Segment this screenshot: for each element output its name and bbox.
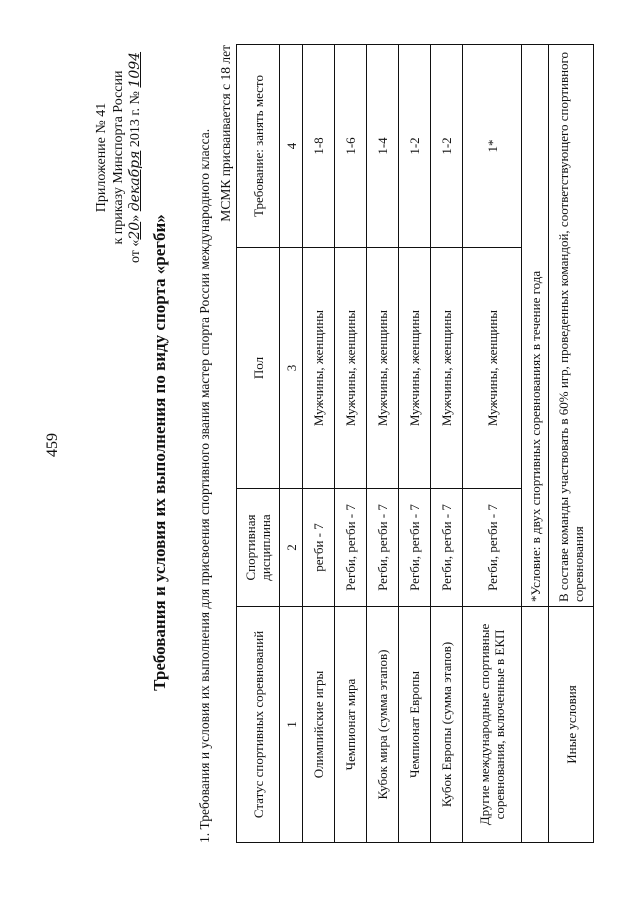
- header-place: Требование: занять место: [237, 45, 280, 248]
- discipline-cell: Регби, регби - 7: [399, 489, 431, 607]
- condition-row: [522, 45, 549, 843]
- place-cell: 1*: [463, 45, 522, 248]
- discipline-cell: регби - 7: [303, 489, 335, 607]
- column-number: 2: [280, 489, 303, 607]
- status-cell: Чемпионат Европы: [399, 607, 431, 843]
- header-discipline: Спортивная дисциплина: [237, 489, 280, 607]
- sex-cell: Мужчины, женщины: [399, 248, 431, 489]
- table-row: [399, 45, 431, 843]
- empty-cell: [522, 607, 549, 843]
- place-cell: 1-4: [367, 45, 399, 248]
- table-header-row: [237, 45, 280, 843]
- requirements-table: [236, 44, 594, 843]
- handwritten-day: 20: [127, 221, 143, 240]
- column-number: 4: [280, 45, 303, 248]
- handwritten-order-number: 1094: [127, 51, 143, 88]
- page-number: 459: [44, 433, 61, 457]
- appendix-block: [93, 50, 144, 265]
- age-note: МСМК присваивается с 18 лет: [218, 45, 233, 222]
- status-cell: Чемпионат мира: [335, 607, 367, 843]
- status-cell: Олимпийские игры: [303, 607, 335, 843]
- discipline-cell: Регби, регби - 7: [335, 489, 367, 607]
- discipline-cell: Регби, регби - 7: [431, 489, 463, 607]
- appendix-order-ref: к приказу Минспорта России: [111, 70, 126, 245]
- document-title: Требования и условия их выполнения по виду спорта «регби»: [150, 214, 169, 691]
- other-conditions-row: [549, 45, 594, 843]
- date-prefix: от «: [128, 239, 143, 264]
- handwritten-month: декабря: [127, 150, 143, 212]
- other-conditions-label: Иные условия: [549, 607, 594, 843]
- status-cell: Другие международные спортивные соревнования, включенные в ЕКП: [463, 607, 522, 843]
- column-number-row: [280, 45, 303, 843]
- other-conditions-text: В составе команды участвовать в 60% игр, проведенных командой, соответствующего спортивного соревнования: [549, 45, 594, 607]
- discipline-cell: Регби, регби - 7: [367, 489, 399, 607]
- place-cell: 1-6: [335, 45, 367, 248]
- condition-cell: *Условие: в двух спортивных соревнованиях в течение года: [522, 45, 549, 607]
- sex-cell: Мужчины, женщины: [335, 248, 367, 489]
- sex-cell: Мужчины, женщины: [367, 248, 399, 489]
- place-cell: 1-2: [399, 45, 431, 248]
- status-cell: Кубок Европы (сумма этапов): [431, 607, 463, 843]
- table-row: [463, 45, 522, 843]
- column-number: 3: [280, 248, 303, 489]
- table-row: [367, 45, 399, 843]
- table-row: [431, 45, 463, 843]
- date-year: 2013 г. №: [128, 91, 143, 151]
- place-cell: 1-2: [431, 45, 463, 248]
- sex-cell: Мужчины, женщины: [303, 248, 335, 489]
- status-cell: Кубок мира (сумма этапов): [367, 607, 399, 843]
- discipline-cell: Регби, регби - 7: [463, 489, 522, 607]
- header-sex: Пол: [237, 248, 280, 489]
- place-cell: 1-8: [303, 45, 335, 248]
- table-row: [335, 45, 367, 843]
- header-status: Статус спортивных соревнований: [237, 607, 280, 843]
- appendix-date-line: [127, 50, 144, 265]
- sex-cell: Мужчины, женщины: [463, 248, 522, 489]
- sex-cell: Мужчины, женщины: [431, 248, 463, 489]
- date-mid: »: [128, 214, 143, 222]
- column-number: 1: [280, 607, 303, 843]
- appendix-number: Приложение № 41: [94, 102, 109, 213]
- section-heading: 1. Требования и условия их выполнения для присвоения спортивного звания мастер спорта России международного класса.: [197, 128, 212, 843]
- table-row: [303, 45, 335, 843]
